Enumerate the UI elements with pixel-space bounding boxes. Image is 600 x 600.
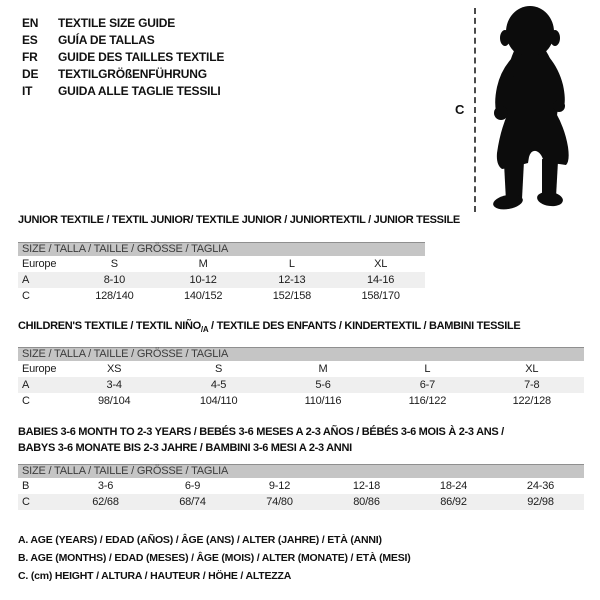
- table-cell: 74/80: [236, 494, 323, 510]
- language-header: [22, 14, 224, 99]
- lang-row-it: [22, 82, 224, 99]
- table-cell: 7-8: [480, 377, 584, 393]
- lang-row-fr: [22, 48, 224, 65]
- title-part: / TEXTILE DES ENFANTS / KINDERTEXTIL / BAMBINI TESSILE: [208, 320, 521, 332]
- size-header-bar: SIZE / TALLA / TAILLE / GRÖSSE / TAGLIA: [18, 243, 425, 256]
- row-label: Europe: [22, 257, 57, 270]
- table-cell: 128/140: [95, 289, 134, 302]
- lang-code: ES: [22, 32, 38, 47]
- table-cell: 6-7: [375, 377, 479, 393]
- lang-label: TEXTILE SIZE GUIDE: [58, 15, 176, 30]
- table-cell: 62/68: [62, 494, 149, 510]
- table-cell: 140/152: [183, 289, 223, 302]
- title-line-2: BABYS 3-6 MONATE BIS 2-3 JAHRE / BAMBINI 3-6 MESI A 2-3 ANNI: [18, 442, 352, 454]
- table-cell: 98/104: [97, 394, 131, 407]
- children-size-table: [18, 347, 584, 409]
- title-line-1: BABIES 3-6 MONTH TO 2-3 YEARS / BEBÉS 3-6 MESES A 2-3 AÑOS / BÉBÉS 3-6 MOIS À 2-3 ANS /: [18, 426, 504, 438]
- lang-row-es: [22, 31, 224, 48]
- table-cell: 3-4: [62, 377, 166, 393]
- table-cell: 116/122: [408, 394, 447, 407]
- table-cell: L: [288, 257, 295, 270]
- size-header-bar: SIZE / TALLA / TAILLE / GRÖSSE / TAGLIA: [18, 465, 584, 478]
- table-cell: L: [424, 362, 431, 375]
- lang-code: FR: [22, 49, 38, 64]
- table-cell: 122/128: [512, 394, 551, 407]
- table-row-age: [18, 272, 425, 288]
- baby-silhouette-icon: [484, 5, 580, 213]
- table-cell: 5-6: [271, 377, 375, 393]
- lang-row-de: [22, 65, 224, 82]
- table-row-height: [18, 494, 584, 510]
- figure-height-label: C: [455, 102, 465, 117]
- footnote-c: C. (cm) HEIGHT / ALTURA / HAUTEUR / HÖHE / ALTEZZA: [18, 570, 292, 582]
- row-label: A: [18, 377, 62, 393]
- table-cell: 18-24: [439, 479, 468, 492]
- table-cell: M: [198, 257, 208, 270]
- table-cell: 80/86: [323, 494, 410, 510]
- lang-row-en: [22, 14, 224, 31]
- table-cell: 24-36: [526, 479, 555, 492]
- table-cell: 3-6: [97, 479, 114, 492]
- children-section-title: [18, 320, 520, 334]
- babies-section-title: [18, 424, 504, 456]
- row-label: C: [22, 394, 30, 407]
- table-cell: 110/116: [304, 394, 342, 407]
- title-subscript: /A: [200, 325, 209, 335]
- table-cell: 10-12: [159, 272, 248, 288]
- table-cell: 9-12: [268, 479, 291, 492]
- footnotes: [18, 534, 411, 588]
- table-cell: 12-13: [248, 272, 337, 288]
- lang-label: TEXTILGRÖßENFÜHRUNG: [58, 66, 207, 81]
- table-row-europe: [18, 256, 425, 272]
- table-cell: S: [215, 362, 223, 375]
- table-cell: 8-10: [70, 272, 159, 288]
- lang-label: GUIDA ALLE TAGLIE TESSILI: [58, 83, 221, 98]
- table-cell: 68/74: [149, 494, 236, 510]
- table-row-age: [18, 377, 584, 393]
- junior-section-title: JUNIOR TEXTILE / TEXTIL JUNIOR/ TEXTILE JUNIOR / JUNIORTEXTIL / JUNIOR TESSILE: [18, 214, 460, 226]
- table-cell: 104/110: [199, 394, 238, 407]
- row-label: C: [22, 289, 30, 302]
- table-cell: 4-5: [166, 377, 270, 393]
- title-part: CHILDREN'S TEXTILE / TEXTIL NIÑO: [18, 320, 201, 332]
- footnote-b: B. AGE (MONTHS) / EDAD (MESES) / ÂGE (MOIS) / ALTER (MONATE) / ETÀ (MESI): [18, 552, 411, 564]
- row-label: A: [18, 272, 70, 288]
- table-row-europe: [18, 361, 584, 377]
- row-label: Europe: [22, 362, 57, 375]
- row-label: B: [22, 479, 30, 492]
- lang-code: DE: [22, 66, 39, 81]
- table-cell: 158/170: [361, 289, 400, 302]
- table-row-height: [18, 393, 584, 409]
- table-row-months: [18, 478, 584, 494]
- row-label: C: [18, 494, 62, 510]
- footnote-a: A. AGE (YEARS) / EDAD (AÑOS) / ÂGE (ANS) / ALTER (JAHRE) / ETÀ (ANNI): [18, 534, 382, 546]
- lang-code: IT: [22, 83, 33, 98]
- junior-size-table: [18, 242, 425, 304]
- babies-size-table: [18, 464, 584, 510]
- height-dashed-line: [474, 8, 476, 212]
- lang-label: GUIDE DES TAILLES TEXTILE: [58, 49, 225, 64]
- table-cell: M: [318, 362, 328, 375]
- table-cell: 14-16: [336, 272, 425, 288]
- size-header-bar: SIZE / TALLA / TAILLE / GRÖSSE / TAGLIA: [18, 348, 584, 361]
- table-cell: XL: [525, 362, 539, 375]
- lang-code: EN: [22, 15, 39, 30]
- table-cell: 152/158: [272, 289, 312, 302]
- table-cell: 12-18: [352, 479, 381, 492]
- table-row-height: [18, 288, 425, 304]
- table-cell: S: [110, 257, 118, 270]
- table-cell: 86/92: [410, 494, 497, 510]
- lang-label: GUÍA DE TALLAS: [58, 32, 155, 47]
- table-cell: XL: [374, 257, 388, 270]
- table-cell: 6-9: [184, 479, 201, 492]
- table-cell: 92/98: [497, 494, 584, 510]
- table-cell: XS: [107, 362, 122, 375]
